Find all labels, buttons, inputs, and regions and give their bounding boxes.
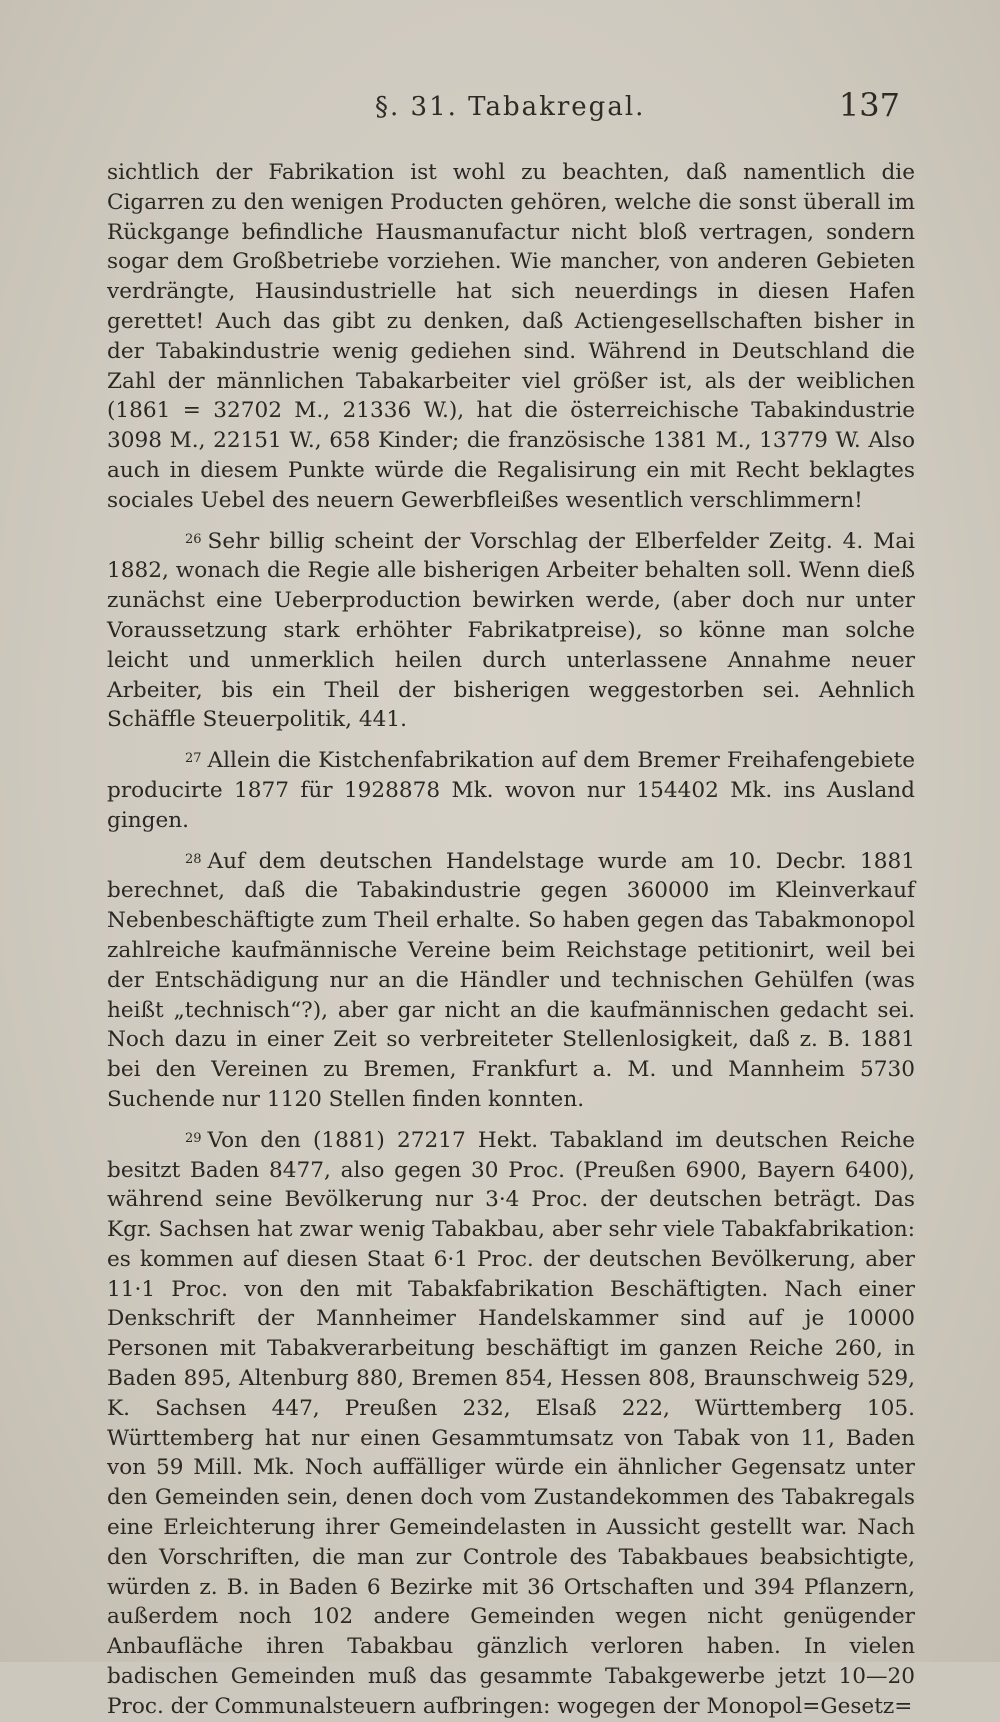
footnote-text: Sehr billig scheint der Vorschlag der Elberfelder Zeitg. 4. Mai 1882, wonach die Regie alle bisherigen Arbeiter behalten soll. Wenn dieß zunächst eine Ueberproduction bewirken werde, (aber doch nur unter Voraussetzung stark erhöhter Fabrikatpreise), so könne man solche leicht und unmerklich heilen durch unterlassene Annahme neuer Arbeiter, bis ein Theil der bisherigen weggestorben sei. Aehnlich Schäffle Steuerpolitik, 441. — [107, 528, 915, 733]
footnote-26 — [107, 525, 915, 736]
page-content — [107, 158, 915, 1722]
footnote-mark: 27 — [185, 751, 202, 767]
page-number: 137 — [838, 86, 900, 124]
continuation-paragraph: sichtlich der Fabrikation ist wohl zu beachten, daß namentlich die Cigarren zu den wenigen Producten gehören, welche die sonst überall im Rückgange befindliche Hausmanufactur nicht bloß vertragen, sondern sogar dem Großbetriebe vorziehen. Wie mancher, von anderen Gebieten verdrängte, Hausindustrielle hat sich neuerdings in diesen Hafen gerettet! Auch das gibt zu denken, daß Actiengesellschaften bisher in der Tabakindustrie wenig gediehen sind. Während in Deutschland die Zahl der männlichen Tabakarbeiter viel größer ist, als der weiblichen (1861 = 32702 M., 21336 W.), hat die österreichische Tabakindustrie 3098 M., 22151 W., 658 Kinder; die französische 1381 M., 13779 W. Also auch in diesem Punkte würde die Regalisirung ein mit Recht beklagtes sociales Uebel des neuern Gewerbfleißes wesentlich verschlimmern! — [107, 160, 916, 513]
footnote-mark: 29 — [185, 1130, 202, 1146]
footnote-27 — [107, 744, 915, 835]
footnote-text: Allein die Kistchenfabrikation auf dem Bremer Freihafengebiete producirte 1877 für 1928878 Mk. wovon nur 154402 Mk. ins Ausland gingen. — [107, 748, 915, 833]
footnote-text: Auf dem deutschen Handelstage wurde am 10. Decbr. 1881 berechnet, daß die Tabakindustrie gegen 360000 im Kleinverkauf Nebenbeschäftigte zum Theil erhalte. So haben gegen das Tabakmonopol zahlreiche kaufmännische Vereine beim Reichstage petitionirt, weil bei der Entschädigung nur an die Händler und technischen Gehülfen (was heißt „technisch“?), aber gar nicht an die kaufmännischen gedacht sei. Noch dazu in einer Zeit so verbreiteter Stellenlosigkeit, daß z. B. 1881 bei den Vereinen zu Bremen, Frankfurt a. M. und Mannheim 5730 Suchende nur 1120 Stellen finden konnten. — [107, 848, 915, 1112]
footnote-text: Von den (1881) 27217 Hekt. Tabakland im deutschen Reiche besitzt Baden 8477, also gegen 30 Proc. (Preußen 6900, Bayern 6400), während seine Bevölkerung nur 3·4 Proc. der deutschen beträgt. Das Kgr. Sachsen hat zwar wenig Tabakbau, aber sehr viele Tabakfabrikation: es kommen auf diesen Staat 6·1 Proc. der deutschen Bevölkerung, aber 11·1 Proc. von den mit Tabakfabrikation Beschäftigten. Nach einer Denkschrift der Mannheimer Handelskammer sind auf je 10000 Personen mit Tabakverarbeitung beschäftigt im ganzen Reiche 260, in Baden 895, Altenburg 880, Bremen 854, Hessen 808, Braunschweig 529, K. Sachsen 447, Preußen 232, Elsaß 222, Württemberg 105. Württemberg hat nur einen Gesammtumsatz von Tabak von 11, Baden von 59 Mill. Mk. Noch auffälliger würde ein ähnlicher Gegensatz unter den Gemeinden sein, denen doch vom Zustandekommen des Tabakregals eine Erleichterung ihrer Gemeindelasten in Aussicht gestellt war. Nach den Vorschriften, die man zur Controle des Tabakbaues beabsichtigte, würden z. B. in Baden 6 Bezirke mit 36 Ortschaften und 394 Pflanzern, außerdem noch 102 andere Gemeinden wegen nicht genügender Anbaufläche ihren Tabakbau gänzlich verloren haben. In vielen badischen Gemeinden muß das gesammte Tabakgewerbe jetzt 10—20 Proc. der Communalsteuern aufbringen: wogegen der Monopol=Gesetz= — [107, 1127, 915, 1719]
footnote-mark: 28 — [185, 851, 202, 867]
footnote-mark: 26 — [185, 531, 202, 547]
page-header — [0, 86, 1000, 136]
running-title: §. 31. Tabakregal. — [375, 92, 646, 122]
footnote-29 — [107, 1124, 915, 1722]
footnote-28 — [107, 845, 915, 1115]
